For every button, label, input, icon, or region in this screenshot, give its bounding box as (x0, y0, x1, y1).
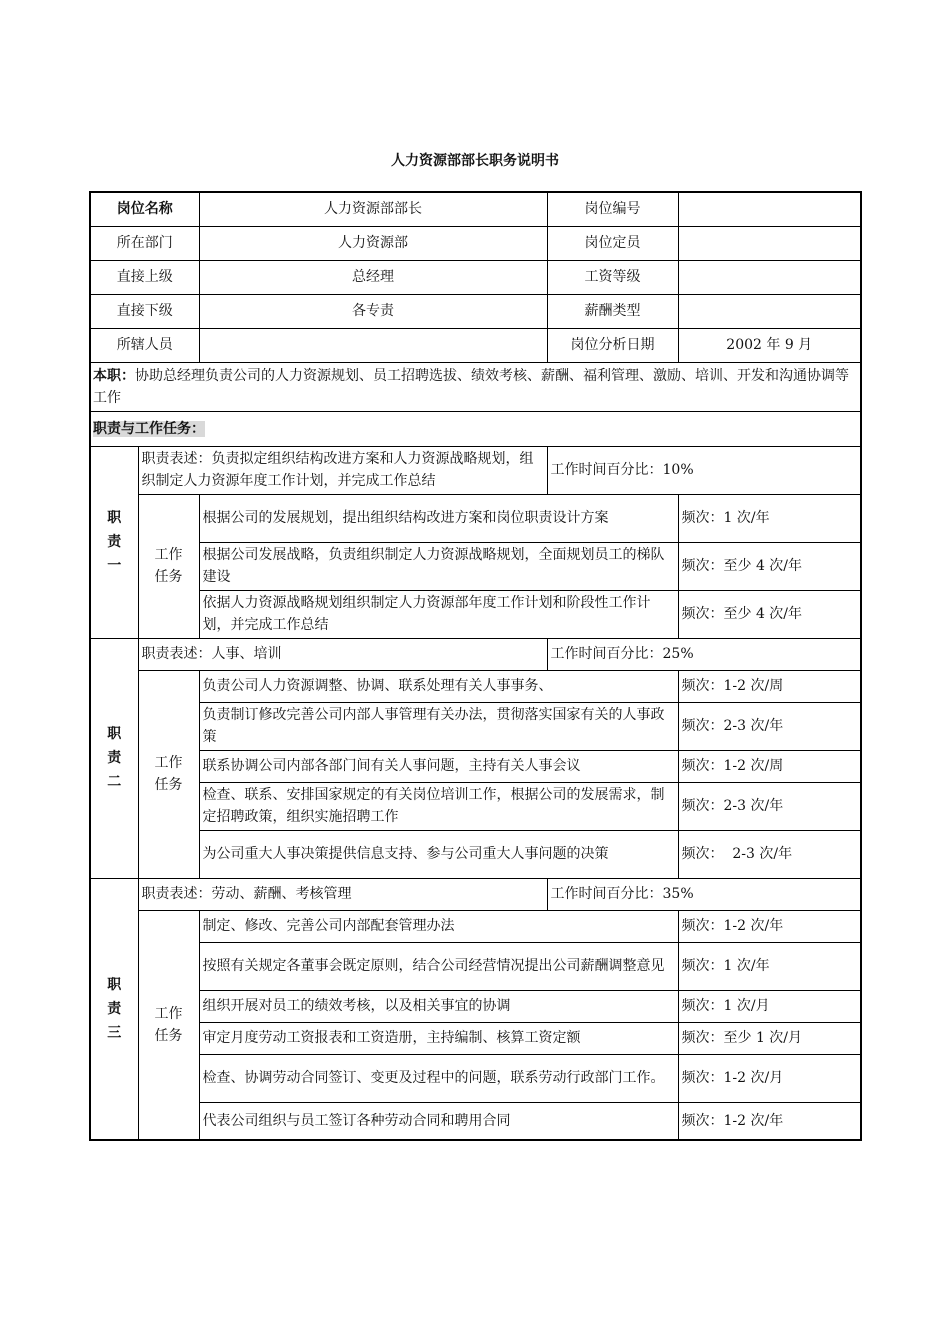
task-label-line: 任务 (154, 1027, 183, 1044)
task-text: 组织开展对员工的绩效考核，以及相关事宜的协调 (199, 990, 678, 1022)
quota-value (678, 226, 861, 260)
task-text: 按照有关规定各董事会既定原则，结合公司经营情况提出公司薪酬调整意见 (199, 942, 678, 990)
task-row (90, 494, 861, 542)
summary-text: 协助总经理负责公司的人力资源规划、员工招聘选拔、绩效考核、薪酬、福利管理、激励、培训、开发和沟通协调等工作 (93, 367, 849, 406)
duty-1-label-char: 一 (107, 558, 122, 574)
header-row (90, 226, 861, 260)
post-no-label: 岗位编号 (547, 192, 678, 226)
duty-2-label-char: 职 (107, 726, 122, 742)
subordinate-label: 直接下级 (90, 294, 199, 328)
task-row (90, 990, 861, 1022)
duties-heading-cell (90, 411, 861, 446)
task-text: 联系协调公司内部各部门间有关人事问题，主持有关人事会议 (199, 750, 678, 782)
duty-3-label-char: 职 (107, 976, 122, 993)
task-freq: 频次：至少 4 次/年 (678, 542, 861, 590)
task-row (90, 782, 861, 830)
post-name-label: 岗位名称 (90, 192, 199, 226)
post-no-value (678, 192, 861, 226)
header-row (90, 328, 861, 362)
duty-3-label (90, 878, 138, 1140)
task-freq: 频次：至少 1 次/月 (678, 1022, 861, 1054)
task-row (90, 670, 861, 702)
job-description-table (89, 191, 862, 1141)
staff-value (199, 328, 547, 362)
pay-type-value (678, 294, 861, 328)
duty-2-time-pct: 工作时间百分比：25% (547, 638, 861, 670)
summary-label: 本职： (93, 367, 135, 384)
task-freq: 频次：2-3 次/年 (678, 782, 861, 830)
wage-label: 工资等级 (547, 260, 678, 294)
task-freq: 频次：1-2 次/周 (678, 750, 861, 782)
task-text: 制定、修改、完善公司内部配套管理办法 (199, 910, 678, 942)
staff-label: 所辖人员 (90, 328, 199, 362)
task-group-label (138, 910, 199, 1140)
task-text: 负责制订修改完善公司内部人事管理有关办法，贯彻落实国家有关的人事政策 (199, 702, 678, 750)
task-text: 审定月度劳动工资报表和工资造册，主持编制、核算工资定额 (199, 1022, 678, 1054)
task-text: 检查、联系、安排国家规定的有关岗位培训工作，根据公司的发展需求，制定招聘政策，组织实施招聘工作 (199, 782, 678, 830)
task-label-line: 工作 (154, 547, 183, 563)
header-row (90, 260, 861, 294)
task-group-label (138, 670, 199, 878)
task-text: 依据人力资源战略规划组织制定人力资源部年度工作计划和阶段性工作计划，并完成工作总结 (199, 590, 678, 638)
task-row (90, 942, 861, 990)
duty-1-statement: 职责表述：负责拟定组织结构改进方案和人力资源战略规划，组织制定人力资源年度工作计划，并完成工作总结 (138, 446, 547, 494)
pay-type-label: 薪酬类型 (547, 294, 678, 328)
duty-2-statement: 职责表述：人事、培训 (138, 638, 547, 670)
task-freq: 频次：1 次/年 (678, 942, 861, 990)
wage-value (678, 260, 861, 294)
task-text: 代表公司组织与员工签订各种劳动合同和聘用合同 (199, 1102, 678, 1140)
task-freq: 频次：1-2 次/周 (678, 670, 861, 702)
task-row (90, 1054, 861, 1102)
task-row (90, 702, 861, 750)
duty-1-label-char: 职 (107, 510, 122, 526)
analysis-date-value: 2002 年 9 月 (678, 328, 861, 362)
duty-3-time-pct: 工作时间百分比：35% (547, 878, 861, 910)
task-row (90, 542, 861, 590)
task-row (90, 1022, 861, 1054)
superior-value: 总经理 (199, 260, 547, 294)
task-freq: 频次： 2-3 次/年 (678, 830, 861, 878)
header-row (90, 294, 861, 328)
task-text: 检查、协调劳动合同签订、变更及过程中的问题，联系劳动行政部门工作。 (199, 1054, 678, 1102)
summary-cell (90, 362, 861, 411)
duty-3-label-char: 三 (107, 1024, 122, 1041)
task-row (90, 910, 861, 942)
task-freq: 频次：1 次/年 (678, 494, 861, 542)
task-group-label (138, 494, 199, 638)
task-freq: 频次：1-2 次/年 (678, 910, 861, 942)
task-text: 根据公司发展战略，负责组织制定人力资源战略规划，全面规划员工的梯队建设 (199, 542, 678, 590)
task-label-line: 任务 (154, 569, 183, 585)
page-title: 人力资源部部长职务说明书 (391, 153, 559, 169)
task-text: 负责公司人力资源调整、协调、联系处理有关人事事务、 (199, 670, 678, 702)
duty-3-label-char: 责 (107, 1000, 122, 1017)
duties-heading: 职责与工作任务： (93, 420, 205, 437)
subordinate-value: 各专责 (199, 294, 547, 328)
duty-2-label-char: 二 (107, 774, 122, 790)
dept-value: 人力资源部 (199, 226, 547, 260)
task-text: 根据公司的发展规划，提出组织结构改进方案和岗位职责设计方案 (199, 494, 678, 542)
dept-label: 所在部门 (90, 226, 199, 260)
analysis-date-label: 岗位分析日期 (547, 328, 678, 362)
summary-row (90, 362, 861, 411)
header-row (90, 192, 861, 226)
duty-1-label-char: 责 (107, 534, 122, 550)
superior-label: 直接上级 (90, 260, 199, 294)
task-row (90, 750, 861, 782)
post-name-value: 人力资源部部长 (199, 192, 547, 226)
task-freq: 频次：1-2 次/年 (678, 1102, 861, 1140)
duty-1-label (90, 446, 138, 638)
task-row (90, 1102, 861, 1140)
duties-heading-row (90, 411, 861, 446)
task-freq: 频次：至少 4 次/年 (678, 590, 861, 638)
task-label-line: 任务 (154, 777, 183, 793)
task-freq: 频次：2-3 次/年 (678, 702, 861, 750)
duty-2-label (90, 638, 138, 878)
duty-1-statement-row (90, 446, 861, 494)
task-row (90, 830, 861, 878)
quota-label: 岗位定员 (547, 226, 678, 260)
task-freq: 频次：1 次/月 (678, 990, 861, 1022)
task-freq: 频次：1-2 次/月 (678, 1054, 861, 1102)
task-text: 为公司重大人事决策提供信息支持、参与公司重大人事问题的决策 (199, 830, 678, 878)
duty-2-statement-row (90, 638, 861, 670)
task-label-line: 工作 (154, 1005, 183, 1022)
duty-3-statement: 职责表述：劳动、薪酬、考核管理 (138, 878, 547, 910)
duty-3-statement-row (90, 878, 861, 910)
duty-1-time-pct: 工作时间百分比：10% (547, 446, 861, 494)
task-label-line: 工作 (154, 755, 183, 771)
task-row (90, 590, 861, 638)
duty-2-label-char: 责 (107, 750, 122, 766)
